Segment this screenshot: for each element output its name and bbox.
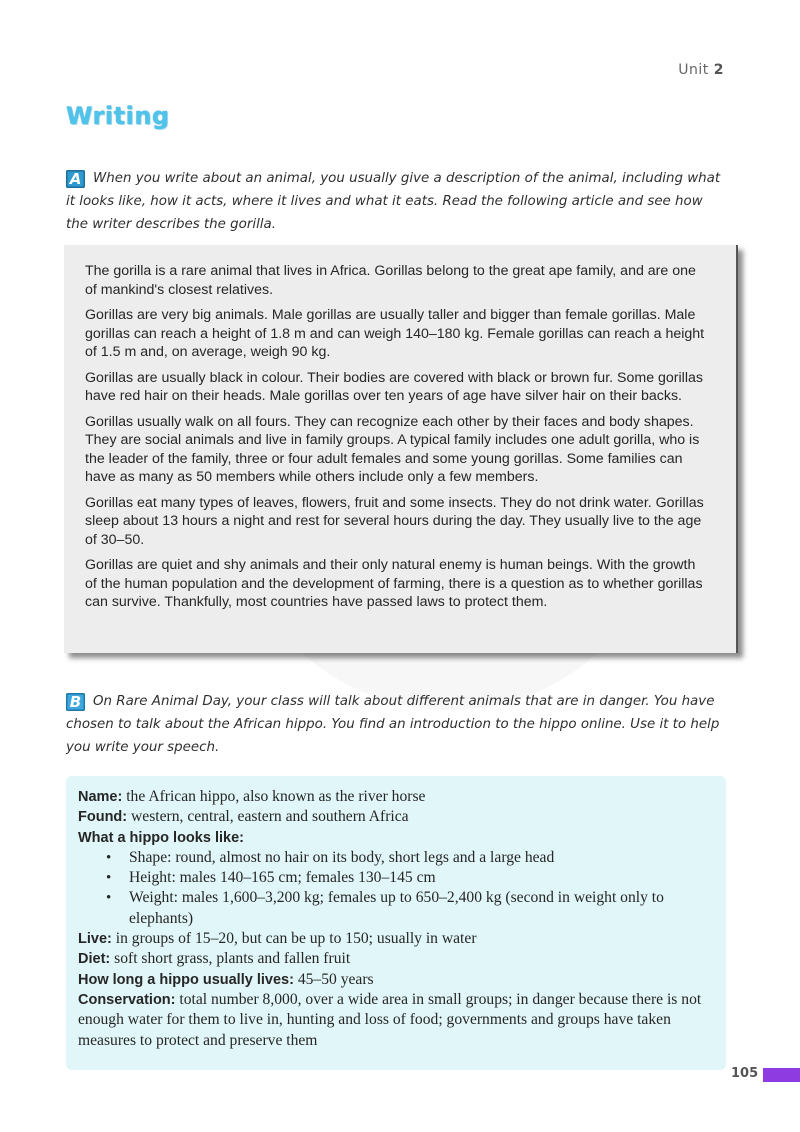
section-a-instruction-text: When you write about an animal, you usually give a description of the animal, including what it looks like, how it acts, where it lives and what it eats. Read the following article and see how the writer describes the gorilla. — [66, 171, 721, 232]
gorilla-article — [64, 245, 738, 653]
bullet-icon: • — [106, 870, 112, 887]
article-paragraph-6: Gorillas are quiet and shy animals and their only natural enemy is human beings. With the growth of the human population and the development of farming, there is a question as to whether gorillas can survive. Thankfully, most countries have passed laws to protect them. — [85, 557, 703, 610]
section-b-instruction — [66, 690, 726, 759]
article-paragraph-1: The gorilla is a rare animal that lives in Africa. Gorillas belong to the great ape family, and are one of mankind's closest relatives. — [85, 263, 696, 298]
article-paragraph-4: Gorillas usually walk on all fours. They can recognize each other by their faces and body shapes. They are social animals and live in family groups. A typical family includes one adult gorilla, who is the leader of the family, three or four adult females and some young gorillas. Some families can have as many as 50 members while others include only a few members. — [85, 413, 700, 485]
fact-diet-value: soft short grass, plants and fallen fruit — [110, 950, 351, 968]
unit-word: Unit — [678, 62, 709, 78]
fact-name-value: the African hippo, also known as the river horse — [122, 788, 426, 805]
fact-diet-label: Diet: — [78, 951, 111, 968]
fact-lifespan-label: How long a hippo usually lives: — [78, 971, 294, 988]
unit-label — [678, 62, 724, 78]
fact-diet — [78, 949, 714, 969]
fact-looks-label: What a hippo looks like: — [78, 829, 244, 846]
fact-conservation-value: total number 8,000, over a wide area in small groups; in danger because there is not enough water for them to live in, hunting and loss of food; governments and groups have taken measures to protect and preserve them — [78, 990, 702, 1049]
fact-lifespan — [78, 970, 714, 990]
page-accent-bar — [763, 1068, 800, 1082]
list-item — [78, 848, 714, 868]
page-title: Writing — [66, 102, 170, 130]
article-paragraph-3: Gorillas are usually black in colour. Their bodies are covered with black or brown fur. Some gorillas have red hair on their heads. Male gorillas over ten years of age have silver hair on their backs. — [85, 369, 703, 404]
fact-found-value: western, central, eastern and southern Africa — [127, 808, 409, 826]
fact-looks — [78, 828, 714, 848]
fact-looks-list — [78, 848, 714, 929]
unit-number: 2 — [713, 62, 724, 78]
fact-conservation-label: Conservation: — [78, 991, 176, 1008]
page-number: 105 — [731, 1066, 759, 1081]
fact-found — [78, 807, 714, 827]
fact-name — [78, 787, 714, 807]
fact-live — [78, 929, 714, 949]
article-paragraph-2: Gorillas are very big animals. Male gorillas are usually taller and bigger than female gorillas. Male gorillas can reach a height of 1.8 m and can weigh 140–180 kg. Female gorillas can reach a height of 1.5 m and, on average, weigh 90 kg. — [85, 307, 705, 360]
fact-looks-weight: Weight: males 1,600–3,200 kg; females up to 650–2,400 kg (second in weight only to elephants) — [129, 889, 664, 927]
section-a-instruction — [66, 167, 726, 236]
fact-conservation — [78, 990, 714, 1051]
fact-live-label: Live: — [78, 931, 112, 948]
fact-live-value: in groups of 15–20, but can be up to 150; usually in water — [111, 930, 477, 948]
bullet-icon: • — [106, 890, 112, 907]
fact-lifespan-value: 45–50 years — [293, 970, 374, 988]
list-item — [78, 888, 714, 929]
fact-found-label: Found: — [78, 809, 128, 826]
fact-looks-shape: Shape: round, almost no hair on its body, short legs and a large head — [129, 848, 555, 866]
section-b-instruction-text: On Rare Animal Day, your class will talk about different animals that are in danger. You have chosen to talk about the African hippo. You find an introduction to the hippo online. Use it to help you write your speech. — [66, 694, 720, 755]
fact-looks-height: Height: males 140–165 cm; females 130–145 cm — [129, 869, 436, 887]
fact-name-label: Name: — [78, 789, 123, 805]
list-item — [78, 868, 714, 888]
article-paragraph-5: Gorillas eat many types of leaves, flowers, fruit and some insects. They do not drink water. Gorillas sleep about 13 hours a night and rest for several hours during the day. They usually live to the age of 30–50. — [85, 494, 704, 548]
section-a-badge: A — [66, 170, 85, 188]
hippo-fact-box — [66, 776, 726, 1070]
section-b-badge: B — [66, 693, 85, 711]
bullet-icon: • — [106, 849, 112, 866]
